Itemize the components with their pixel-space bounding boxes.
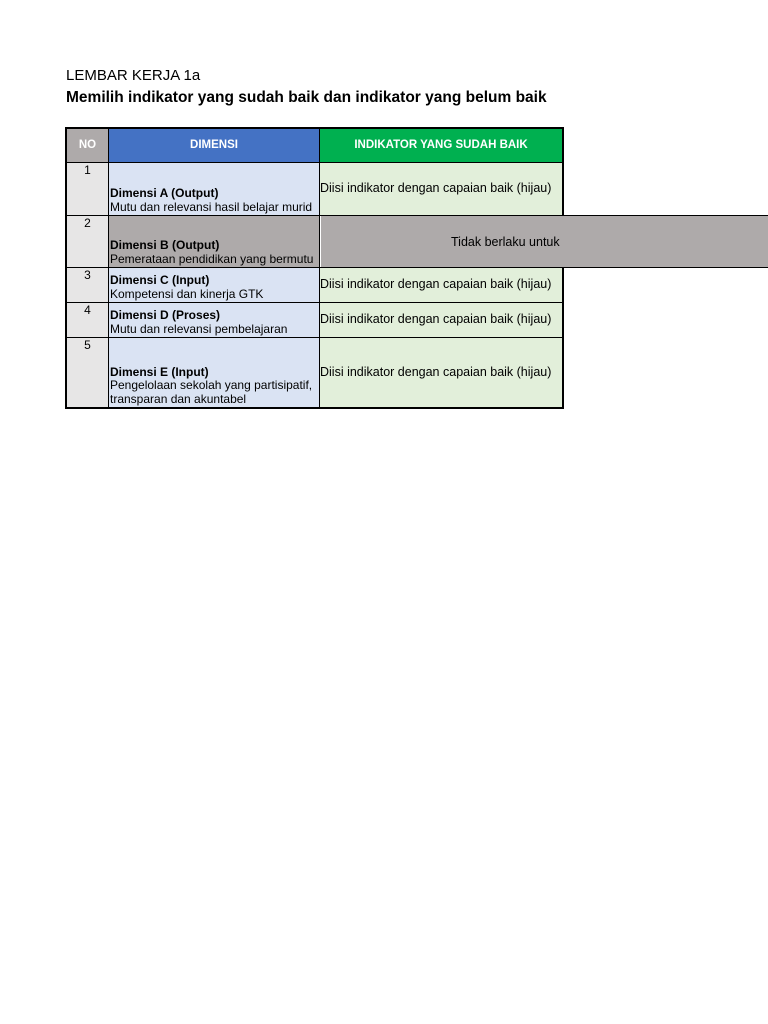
dimensi-cell[interactable] [109,338,320,407]
dimensi-cell[interactable] [109,303,320,337]
header-indikator[interactable]: INDIKATOR YANG SUDAH BAIK [320,129,564,162]
header-no[interactable]: NO [65,129,109,162]
table-row [65,163,564,216]
dimensi-title: Dimensi D (Proses) [110,308,221,322]
dimensi-description: Mutu dan relevansi pembelajaran [110,321,288,336]
document-title: LEMBAR KERJA 1a [66,67,201,84]
header-dimensi[interactable]: DIMENSI [109,129,320,162]
indicator-table [65,127,564,409]
table-row [65,216,564,268]
row-number[interactable]: 2 [65,216,109,267]
document-subtitle: Memilih indikator yang sudah baik dan indikator yang belum baik [66,89,547,106]
dimensi-description: Mutu dan relevansi hasil belajar murid [110,199,313,214]
indikator-cell[interactable]: Diisi indikator dengan capaian baik (hijau) [320,163,564,215]
dimensi-cell[interactable] [109,268,320,302]
dimensi-title: Dimensi C (Input) [110,273,210,287]
dimensi-cell[interactable] [109,163,320,215]
row-number[interactable]: 3 [65,268,109,302]
table-header-row [65,127,564,163]
not-applicable-text: Tidak berlaku untuk [451,234,560,249]
dimensi-title: Dimensi A (Output) [110,186,219,200]
table-row [65,338,564,409]
table-row [65,303,564,338]
indikator-not-applicable-cell[interactable] [321,215,768,268]
row-number[interactable]: 5 [65,338,109,407]
dimensi-description: Pengelolaan sekolah yang partisipatif, transparan dan akuntabel [110,378,313,406]
indikator-cell[interactable]: Diisi indikator dengan capaian baik (hijau) [320,268,564,302]
dimensi-title: Dimensi B (Output) [110,238,220,252]
row-number[interactable]: 1 [65,163,109,215]
indikator-cell[interactable]: Diisi indikator dengan capaian baik (hijau) [320,338,564,407]
table-row [65,268,564,303]
row-number[interactable]: 4 [65,303,109,337]
indikator-cell[interactable]: Diisi indikator dengan capaian baik (hijau) [320,303,564,337]
dimensi-cell[interactable] [109,216,320,267]
dimensi-description: Kompetensi dan kinerja GTK [110,286,264,301]
dimensi-title: Dimensi E (Input) [110,364,209,379]
dimensi-description: Pemerataan pendidikan yang bermutu [110,251,314,266]
